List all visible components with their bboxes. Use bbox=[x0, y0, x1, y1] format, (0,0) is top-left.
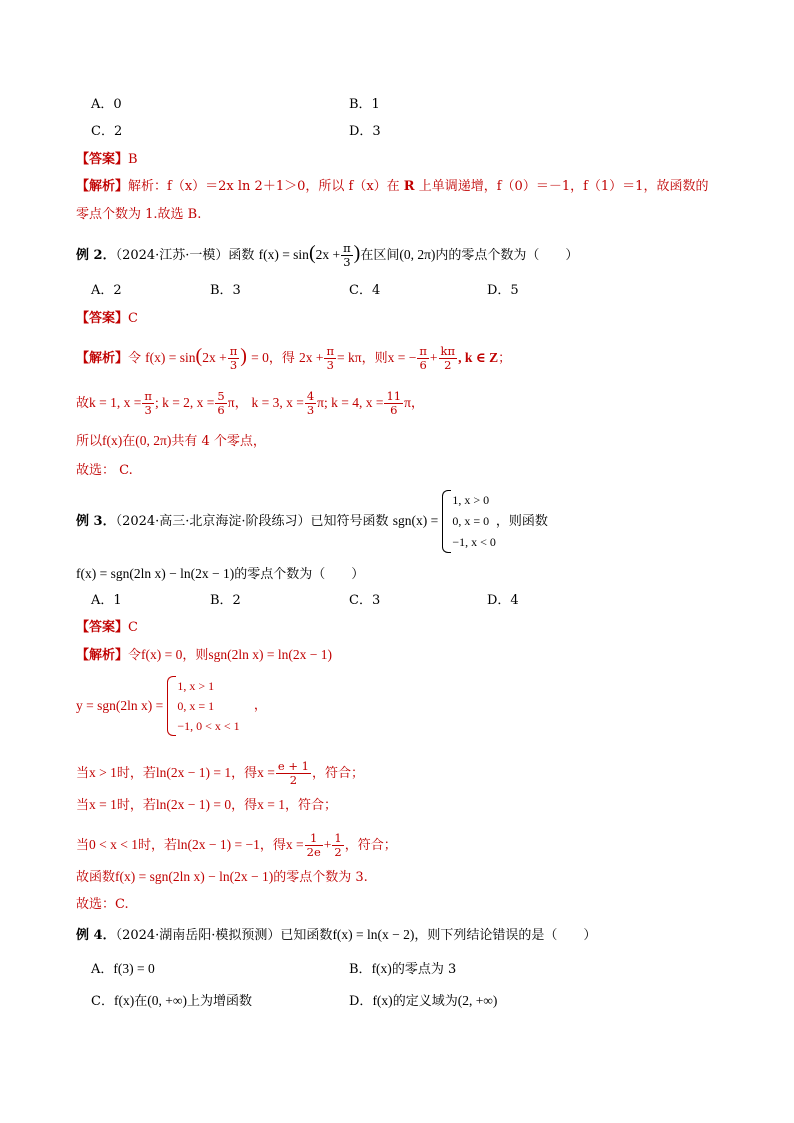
ex3-analysis-tag: 【解析】 bbox=[76, 648, 129, 663]
case-2: 0, x = 0 bbox=[452, 514, 490, 528]
ex2-answer-tag: 【答案】 bbox=[76, 311, 129, 326]
c2-shi: 时，若 bbox=[116, 798, 156, 813]
ex2-pi: π bbox=[343, 241, 351, 255]
ex3-answer-tag: 【答案】 bbox=[76, 620, 129, 635]
text-end-3: 共有 4 个零点， bbox=[171, 434, 266, 449]
math-fx: f(x) bbox=[102, 433, 123, 448]
c4-pre: 故函数 bbox=[76, 870, 116, 885]
ex4-d-mid: 的定义域为 bbox=[392, 994, 458, 1009]
ex3-tail: ，则函数 bbox=[495, 514, 548, 529]
c2-de: ，得 bbox=[231, 798, 258, 813]
frac-3-d: 3 bbox=[144, 403, 152, 417]
y-case-1: 1, x > 1 bbox=[177, 679, 215, 693]
c1-shi: 时，若 bbox=[116, 766, 156, 781]
math-end: π， bbox=[404, 395, 425, 410]
ex4-a-pre: A． bbox=[91, 962, 114, 977]
c1-x: x = bbox=[257, 765, 275, 780]
c3-d1: 2e bbox=[306, 845, 321, 859]
option-b: B．1 bbox=[349, 97, 380, 112]
ex2-answer-value: C bbox=[128, 311, 138, 326]
text-end: ； bbox=[498, 351, 512, 366]
ex2-analysis-4: 故选： C. bbox=[76, 463, 133, 478]
c4-eq: f(x) = sgn(2ln x) − ln(2x − 1) bbox=[115, 869, 274, 884]
text-de: ，得 bbox=[268, 351, 295, 366]
c2-cond: x = 1 bbox=[89, 797, 117, 812]
c4-end: 的零点个数为 3. bbox=[273, 870, 368, 885]
ex4-c-tail: 上为增函数 bbox=[186, 994, 252, 1009]
frac-pi-d: π bbox=[144, 389, 152, 403]
ex2-answer-line bbox=[76, 310, 138, 328]
y-comma: ， bbox=[253, 698, 267, 713]
ex3-line2 bbox=[76, 565, 364, 584]
ex4-a: f(3) = 0 bbox=[113, 961, 155, 976]
ex3-option-c: C．3 bbox=[349, 593, 381, 608]
option-d: D．3 bbox=[349, 124, 381, 139]
c3-n2: 1 bbox=[334, 831, 342, 845]
math-y: y = sgn(2ln x) = bbox=[76, 698, 164, 713]
y-case-2: 0, x = 1 bbox=[177, 699, 215, 713]
ex4-option-d bbox=[349, 992, 497, 1011]
math-eq2-3: sgn(2ln x) = ln(2x − 1) bbox=[208, 647, 332, 662]
ex3-option-b: B．2 bbox=[210, 593, 241, 608]
c3-x: x = bbox=[285, 837, 304, 852]
ex4-c-pre: C． bbox=[91, 994, 114, 1009]
answer-line bbox=[76, 151, 138, 169]
ex4-tail: ，则下列结论错误的是（ ） bbox=[414, 928, 597, 943]
math-kz: , k ∈ Z bbox=[458, 350, 499, 365]
ex2-option-c: C．4 bbox=[349, 283, 381, 298]
ex3-question bbox=[76, 490, 548, 553]
ex3-cases bbox=[442, 490, 496, 553]
ex2-arg: 2x + bbox=[315, 247, 341, 262]
c2-x: x = 1 bbox=[257, 797, 286, 812]
frac-pi-c: π bbox=[419, 344, 427, 358]
ex2-analysis-1: 【解析】令 f(x) = sin(2x + $\frac{\pi}{3}$ ) = 0，得 2x + $\frac{\pi}{3}$ = kπ，则x = − $\frac{\pi}{6}$ + $\frac{k\pi}{2}$ , k ∈ Z； bbox=[76, 344, 512, 372]
c1-den: 2 bbox=[289, 773, 298, 787]
ex4-option-a bbox=[91, 960, 155, 979]
answer-tag: 【答案】 bbox=[76, 152, 129, 167]
ex2-tail: 在区间 bbox=[360, 248, 400, 263]
c3-eq: ln(2x − 1) = −1 bbox=[177, 837, 260, 852]
ex3-source: （2024·高三·北京海淀·阶段练习）已知符号函数 bbox=[115, 514, 389, 529]
ex4-d-pre: D． bbox=[349, 994, 373, 1009]
c2-eq: ln(2x − 1) = 0 bbox=[155, 797, 232, 812]
math-x: x = − bbox=[387, 350, 417, 365]
ex4-c-mid: 在 bbox=[134, 994, 148, 1009]
ex2-func: f(x) = sin bbox=[258, 247, 309, 262]
ex2-interval: (0, 2π) bbox=[399, 247, 436, 262]
ex2-three: 3 bbox=[343, 255, 351, 269]
ex2-analysis-tag: 【解析】 bbox=[76, 351, 129, 366]
ex4-b: f(x) bbox=[371, 961, 392, 976]
text-pre: 所以 bbox=[76, 434, 103, 449]
math-pi: π bbox=[227, 395, 235, 410]
ex3-y-cases bbox=[167, 676, 239, 736]
math-eq: f(x) = sin bbox=[145, 350, 196, 365]
ex4-question bbox=[76, 926, 596, 945]
frac-4: 4 bbox=[306, 389, 315, 403]
ex4-option-b bbox=[349, 960, 456, 979]
c3-end: ，符合； bbox=[344, 838, 397, 853]
ex3-label: 例 3． bbox=[76, 514, 116, 529]
c1-eq: ln(2x − 1) = 1 bbox=[155, 765, 232, 780]
ex4-b-pre: B． bbox=[349, 962, 372, 977]
ex2-source: （2024·江苏·一模）函数 bbox=[115, 248, 255, 263]
math-eq0: = 0 bbox=[251, 350, 269, 365]
frac-pi: π bbox=[229, 344, 238, 358]
c2-pre: 当 bbox=[76, 798, 90, 813]
frac-6: 6 bbox=[419, 358, 427, 372]
case-3: −1, x < 0 bbox=[452, 535, 496, 549]
math-eqk: = kπ bbox=[337, 350, 362, 365]
ex3-line2-tail: 的零点个数为（ ） bbox=[234, 567, 365, 582]
frac-3-e: 3 bbox=[306, 403, 315, 417]
text-gu: 故 bbox=[76, 396, 90, 411]
case-1: 1, x > 0 bbox=[452, 493, 490, 507]
ex3-option-a: A．1 bbox=[91, 593, 122, 608]
ex4-d: f(x) bbox=[372, 993, 393, 1008]
math-eq-3: f(x) = 0 bbox=[141, 647, 183, 662]
frac-6-c: 6 bbox=[390, 403, 398, 417]
ex3-sgn: sgn(x) = bbox=[392, 513, 439, 528]
analysis-text-b: 上单调递增，f（0）＝－1，f（1）＝1，故函数的 bbox=[418, 179, 709, 194]
c1-num: e + 1 bbox=[277, 759, 309, 773]
ex2-tail2: 内的零点个数为（ ） bbox=[435, 248, 579, 263]
ex3-case-1 bbox=[76, 760, 364, 787]
c3-plus: + bbox=[323, 837, 332, 852]
ex2-question: 例 2．（2024·江苏·一模）函数 f(x) = sin(2x + $\frac{\pi}{3}$ )在区间(0, 2π)内的零点个数为（ ） bbox=[76, 241, 579, 269]
frac-11: 11 bbox=[386, 389, 402, 403]
frac-5: 5 bbox=[217, 389, 225, 403]
c3-shi: 时，若 bbox=[138, 838, 178, 853]
ex3-y-def bbox=[76, 676, 267, 736]
math-plus: + bbox=[429, 350, 438, 365]
analysis-line-2: 零点个数为 1.故选 B. bbox=[76, 207, 202, 222]
text-ze-3: ，则 bbox=[182, 648, 209, 663]
analysis-line bbox=[76, 178, 708, 196]
analysis-tag: 【解析】 bbox=[76, 179, 129, 194]
math-int: (0, 2π) bbox=[135, 433, 172, 448]
math-k3: ， k = 3, x = bbox=[234, 395, 304, 410]
math-2x-b: 2x + bbox=[298, 350, 324, 365]
c1-cond: x > 1 bbox=[89, 765, 117, 780]
frac-3: 3 bbox=[229, 358, 238, 372]
c1-de: ，得 bbox=[231, 766, 258, 781]
ex3-case-3 bbox=[76, 832, 397, 859]
y-case-3: −1, 0 < x < 1 bbox=[177, 719, 240, 733]
ex2-option-d: D．5 bbox=[487, 283, 519, 298]
ex3-case-2 bbox=[76, 796, 337, 815]
math-k2: ; k = 2, x = bbox=[154, 395, 215, 410]
ex2-analysis-3 bbox=[76, 432, 266, 451]
ex2-option-b: B．3 bbox=[210, 283, 241, 298]
c3-pre: 当 bbox=[76, 838, 90, 853]
c3-n1: 1 bbox=[305, 832, 323, 846]
ex3-answer-value: C bbox=[128, 620, 138, 635]
ex3-option-d: D．4 bbox=[487, 593, 519, 608]
option-a: A．0 bbox=[91, 97, 122, 112]
ex4-b-tail: 的零点为 3 bbox=[391, 962, 457, 977]
ex2-analysis-2 bbox=[76, 390, 424, 417]
ex4-c: f(x) bbox=[113, 993, 135, 1008]
frac-2: 2 bbox=[444, 358, 452, 372]
ex4-label: 例 4． bbox=[76, 928, 116, 943]
math-k1: k = 1, x = bbox=[89, 395, 142, 410]
analysis-R: R bbox=[403, 179, 415, 194]
ex2-option-a: A．2 bbox=[91, 283, 122, 298]
ex3-answer-line bbox=[76, 619, 138, 637]
frac-pi-b: π bbox=[326, 344, 335, 358]
c3-cond: 0 < x < 1 bbox=[89, 837, 138, 852]
frac-kpi: kπ bbox=[440, 344, 456, 358]
c3-de: ，得 bbox=[259, 838, 286, 853]
frac-3-b: 3 bbox=[326, 358, 334, 372]
text-ze: ，则 bbox=[361, 351, 388, 366]
c3-d2: 2 bbox=[334, 845, 342, 859]
ex4-source: （2024·湖南岳阳·模拟预测）已知函数 bbox=[115, 928, 333, 943]
math-k4: π; k = 4, x = bbox=[317, 395, 384, 410]
ex4-func: f(x) = ln(x − 2) bbox=[332, 927, 415, 942]
ex4-d-int: (2, +∞) bbox=[457, 993, 498, 1008]
option-c: C．2 bbox=[91, 124, 123, 139]
ex3-choose: 故选：C. bbox=[76, 897, 129, 912]
text-ling: 令 bbox=[128, 351, 142, 366]
c1-pre: 当 bbox=[76, 766, 90, 781]
ex4-c-int: (0, +∞) bbox=[147, 993, 187, 1008]
ex3-conclusion bbox=[76, 868, 368, 887]
analysis-text: 解析：f（x）＝2x ln 2＋1＞0，所以 f（x）在 bbox=[128, 179, 400, 194]
ex2-label: 例 2． bbox=[76, 248, 116, 263]
text-in: 在 bbox=[122, 434, 136, 449]
frac-6-b: 6 bbox=[217, 403, 225, 417]
answer-value: B bbox=[128, 152, 138, 167]
math-2x: 2x + bbox=[202, 350, 227, 365]
text-ling-3: 令 bbox=[128, 648, 142, 663]
ex3-func: f(x) = sgn(2ln x) − ln(2x − 1) bbox=[76, 566, 235, 581]
c2-end: ，符合； bbox=[285, 798, 338, 813]
ex4-option-c bbox=[91, 992, 252, 1011]
c1-end: ，符合； bbox=[311, 766, 364, 781]
ex3-analysis-1 bbox=[76, 646, 332, 665]
